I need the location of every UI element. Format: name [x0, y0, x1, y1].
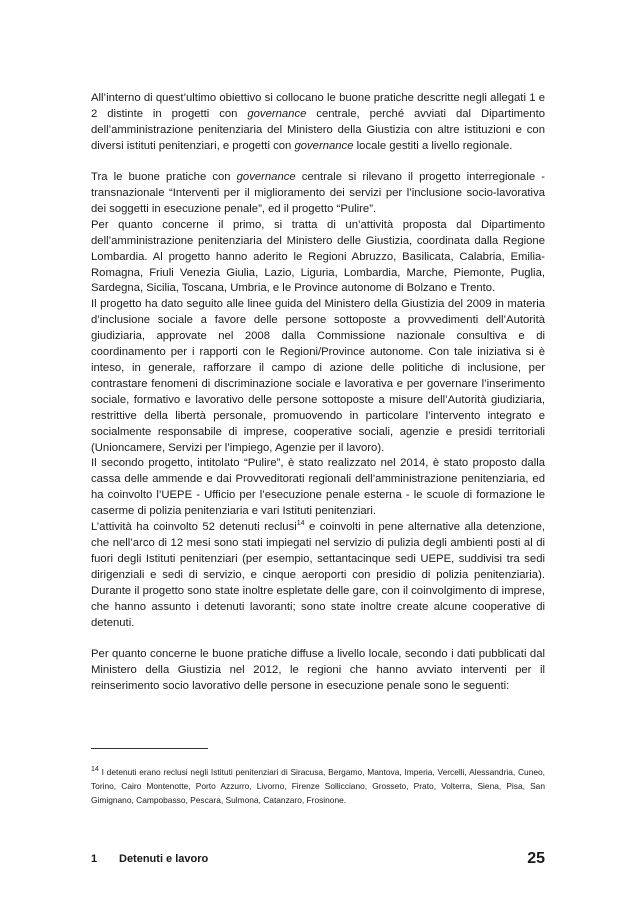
footnote-marker: 14 — [91, 766, 99, 774]
paragraph: All’interno di quest’ultimo obiettivo si collocano le buone pratiche descritte negli allegati 1 e 2 distinte in progetti con governance centrale, perché avviati dal Dipartimento dell’amministrazione penitenziaria del Ministero della Giustizia con altre istituzioni e con diversi istituti penitenziari, e progetti con governance locale gestiti a livello regionale. — [91, 92, 545, 152]
footnote-reference: 14 — [296, 520, 305, 528]
paragraph: Per quanto concerne il primo, si tratta di un’attività proposta dal Dipartimento dell’amministrazione penitenziaria del Ministero delle Giustizia, coordinata dalla Regione Lombardia. Al progetto hanno aderito le Regioni Abruzzo, Basilicata, Calabria, Emilia-Romagna, Friuli Venezia Giulia, Lazio, Liguria, Lombardia, Marche, Piemonte, Puglia, Sardegna, Sicilia, Toscana, Umbria, e le Province autonome di Bolzano e Trento. — [91, 218, 545, 295]
footnote — [91, 766, 545, 807]
paragraph: Tra le buone pratiche con governance centrale si rilevano il progetto interregionale - transnazionale “Interventi per il miglioramento dei servizi per l’inclusione socio-lavorativa dei soggetti in esecuzione penale”, ed il progetto “Pulire”. — [91, 171, 545, 215]
footnote-text: I detenuti erano reclusi negli Istituti penitenziari di Siracusa, Bergamo, Mantova, Imperia, Vercelli, Alessandria, Cuneo, Torino, Cairo Montenotte, Porto Azzurro, Livorno, Firenze Sollicciano, Grosseto, Prato, Volterra, Siena, Pisa, San Gimignano, Campobasso, Pescara, Sulmona, Catanzaro, Frosinone. — [91, 767, 545, 805]
page-number: 25 — [527, 850, 545, 867]
paragraph: Per quanto concerne le buone pratiche diffuse a livello locale, secondo i dati pubblicati dal Ministero della Giustizia nel 2012, le regioni che hanno avviato interventi per il reinserimento socio lavorativo delle persone in esecuzione penale sono le seguenti: — [91, 647, 545, 692]
body-text — [91, 91, 545, 695]
footnote-divider — [91, 748, 208, 749]
chapter-number: 1 — [91, 853, 98, 865]
paragraph: Il progetto ha dato seguito alle linee guida del Ministero della Giustizia del 2009 in materia d’inclusione sociale a favore delle persone sottoposte a provvedimenti dell’Autorità giudiziaria, approvate nel 2008 dalla Commissione nazionale consultiva e di coordinamento per i rapporti con le Regioni/Province autonome. Con tale iniziativa si è inteso, in generale, rafforzare il campo di azione delle politiche di inclusione, per contrastare fenomeni di discriminazione sociale e lavorativa e per governare l’inserimento sociale, formativo e lavorativo delle persone sottoposte a misure dell’Autorità giudiziaria, restrittive della libertà personale, promuovendo in particolare l’intervento integrato e socialmente responsabile di imprese, cooperative sociali, agenzie e presidi territoriali (Unioncamere, Servizi per l’impiego, Agenzie per il lavoro). — [91, 298, 545, 454]
paragraph: L’attività ha coinvolto 52 detenuti reclusi$^{14}$ e coinvolti in pene alternative alla detenzione, che nell’arco di 12 mesi sono stati impiegati nel servizio di pulizia degli ambienti posti al di fuori degli Istituti penitenziari (per esempio, settantacinque sedi UEPE, suddivisi tra sedi dirigenziali e sedi di servizio, e cinque aeroporti con presidio di polizia penitenziaria). Durante il progetto sono state inoltre espletate delle gare, con il coinvolgimento di imprese, che hanno assunto i detenuti lavoranti; sono state inoltre create alcune cooperative di detenuti. — [91, 520, 545, 629]
italic-term: governance — [294, 139, 354, 152]
italic-term: governance — [247, 107, 307, 120]
chapter-title: Detenuti e lavoro — [119, 853, 209, 865]
paragraph: Il secondo progetto, intitolato “Pulire”, è stato realizzato nel 2014, è stato proposto dalla cassa delle ammende e dai Provveditorati regionali dell’amministrazione penitenziaria, ed ha coinvolto l’UEPE - Ufficio per l’esecuzione penale esterna - le scuole di formazione le caserme di polizia penitenziaria e vari Istituti penitenziari. — [91, 457, 545, 518]
page-footer — [91, 850, 545, 870]
italic-term: governance — [236, 171, 296, 184]
